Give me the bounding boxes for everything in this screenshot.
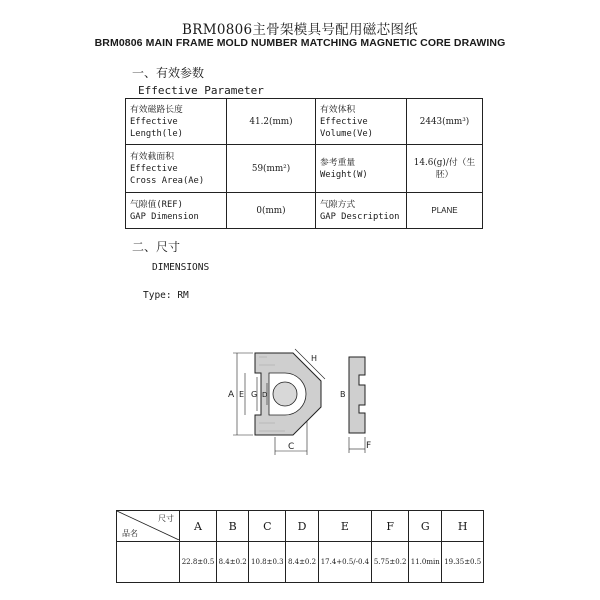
dim-line-b (349, 437, 365, 453)
effective-parameter-table (125, 98, 483, 229)
param-label-length (126, 99, 227, 145)
dim-value-blank (117, 542, 180, 583)
dim-value-d: 8.4±0.2 (286, 542, 318, 583)
core-side-view (349, 357, 365, 433)
param-label-en: Effective (130, 116, 178, 127)
document-title-en: BRM0806 MAIN FRAME MOLD NUMBER MATCHING MAGNETIC CORE DRAWING (94, 37, 506, 49)
param-label-cn: 有效截面积 (130, 151, 174, 162)
section1-heading: 一、有效参数 (132, 66, 205, 80)
core-center-post (273, 382, 297, 406)
dim-label-g: G (251, 390, 258, 399)
section2-heading: 二、尺寸 (132, 240, 181, 254)
param-label-cn: 气隙值(REF) (130, 199, 183, 210)
dim-value-h: 19.35±0.5 (442, 542, 484, 583)
param-label-gap (126, 193, 227, 229)
param-label-cn: 参考重量 (320, 157, 356, 168)
param-label-en: Cross Area(Ae) (130, 175, 205, 186)
dim-label-h: H (311, 354, 318, 363)
dim-header-a: A (180, 511, 217, 542)
param-label-weight (316, 145, 407, 193)
param-label-gap-desc (316, 193, 407, 229)
param-label-en: Weight(W) (320, 169, 368, 180)
dim-label-c: C (288, 442, 295, 452)
dim-header-e: E (318, 511, 371, 542)
dim-header-g: G (409, 511, 442, 542)
param-label-en: GAP Dimension (130, 211, 199, 222)
dim-header-f: F (372, 511, 409, 542)
dim-value-a: 22.8±0.5 (180, 542, 217, 583)
document-title-cn: BRM0806主骨架模具号配用磁芯图纸 (182, 22, 418, 38)
dim-header-b: B (216, 511, 248, 542)
dimension-value-row (117, 542, 484, 583)
param-value-gap: 0(mm) (227, 193, 316, 229)
section1-subheading: Effective Parameter (138, 84, 264, 97)
dim-value-e: 17.4+0.5/-0.4 (318, 542, 371, 583)
dimension-table-corner (117, 511, 180, 542)
param-label-en: Volume(Ve) (320, 128, 373, 139)
param-label-volume (316, 99, 407, 145)
corner-label-size: 尺寸 (158, 514, 174, 523)
dim-value-b: 8.4±0.2 (216, 542, 248, 583)
param-value-area: 59(mm²) (227, 145, 316, 193)
dim-header-d: D (286, 511, 318, 542)
dim-label-a: A (228, 390, 235, 400)
dim-label-d: D (262, 391, 268, 399)
param-label-en: GAP Description (320, 211, 400, 222)
core-type-label: Type: RM (143, 290, 189, 301)
dim-value-f: 5.75±0.2 (372, 542, 409, 583)
param-row-length (126, 99, 483, 145)
param-row-gap (126, 193, 483, 229)
dim-value-c: 10.8±0.3 (249, 542, 286, 583)
param-label-en: Length(le) (130, 128, 183, 139)
param-row-area (126, 145, 483, 193)
param-value-weight: 14.6(g)/付（生胚） (407, 145, 483, 193)
param-label-cn: 有效体积 (320, 104, 356, 115)
param-label-cn: 有效磁路长度 (130, 104, 183, 115)
section2-subheading: DIMENSIONS (152, 262, 210, 273)
dim-label-b: B (340, 390, 346, 399)
dimension-table (116, 510, 484, 583)
param-label-en: Effective (130, 163, 178, 174)
param-label-area (126, 145, 227, 193)
dim-header-h: H (442, 511, 484, 542)
corner-label-part: 品名 (122, 529, 138, 538)
param-value-gap-desc: PLANE (407, 193, 483, 229)
dim-header-c: C (249, 511, 286, 542)
dim-label-e: E (239, 390, 245, 399)
param-value-volume: 2443(mm³) (407, 99, 483, 145)
dimension-header-row (117, 511, 484, 542)
param-label-cn: 气隙方式 (320, 199, 356, 210)
dim-value-g: 11.0min (409, 542, 442, 583)
param-label-en: Effective (320, 116, 368, 127)
dim-label-f: F (366, 441, 372, 451)
param-value-length: 41.2(mm) (227, 99, 316, 145)
core-drawing (215, 345, 385, 475)
